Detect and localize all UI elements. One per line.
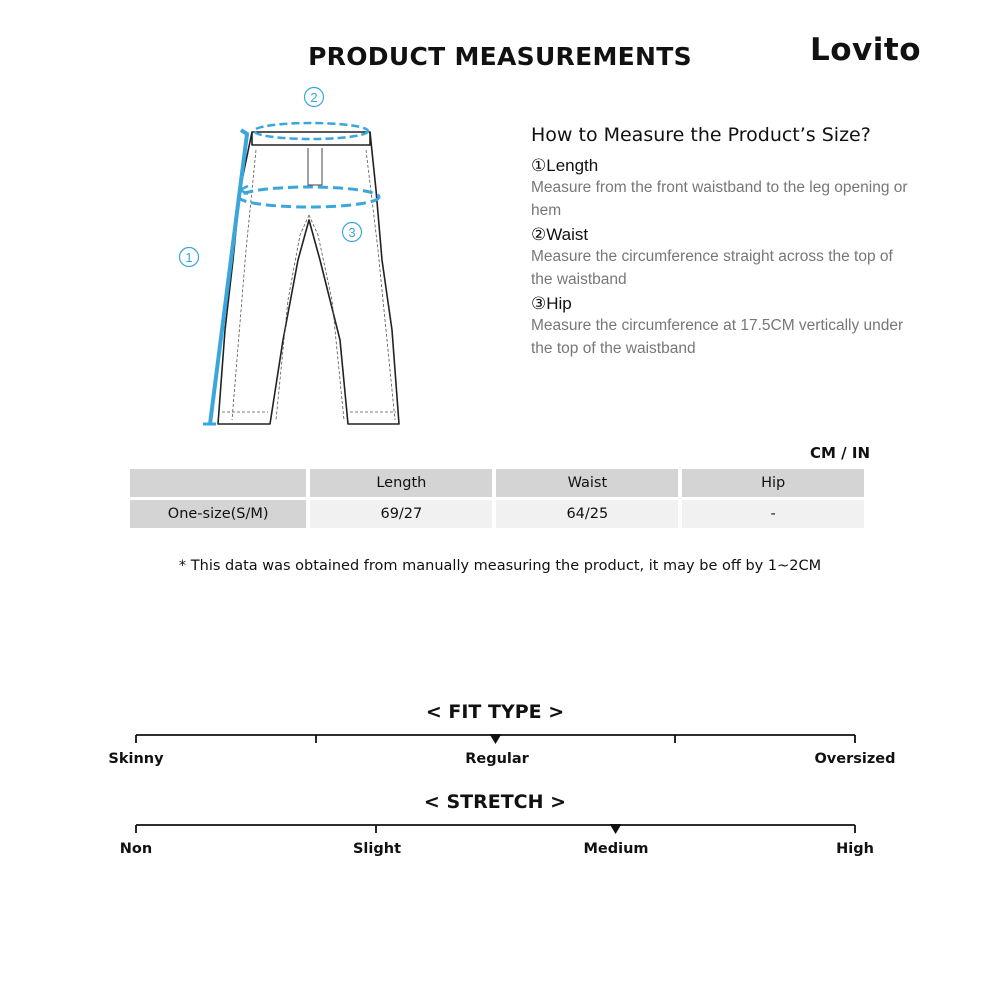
fit-type-indicator: [490, 734, 502, 744]
fit-label-regular: Regular: [465, 751, 529, 767]
svg-text:1: 1: [185, 250, 193, 265]
table-header-cell: Waist: [496, 469, 678, 497]
svg-text:3: 3: [348, 225, 356, 240]
how-to-title: How to Measure the Product’s Size?: [531, 124, 871, 146]
hip-description: Measure the circumference at 17.5CM vertically under the top of the waistband: [531, 317, 904, 357]
fit-label-oversized: Oversized: [814, 751, 896, 767]
hip-value-cell: -: [682, 500, 864, 528]
table-header-cell: [130, 469, 306, 497]
svg-text:2: 2: [310, 90, 318, 105]
fit-label-skinny: Skinny: [108, 751, 164, 767]
waist-heading: ②Waist: [531, 225, 589, 244]
size-table: [126, 466, 868, 531]
fit-type-title: < FIT TYPE >: [425, 701, 565, 723]
table-row: [130, 500, 864, 528]
unit-label: CM / IN: [810, 444, 870, 462]
pants-diagram: [170, 80, 420, 440]
length-value-cell: 69/27: [310, 500, 492, 528]
table-header-row: [130, 469, 864, 497]
length-description: Measure from the front waistband to the leg opening or hem: [531, 179, 908, 219]
measurement-note: * This data was obtained from manually measuring the product, it may be off by 1~2CM: [178, 558, 822, 574]
stretch-label-slight: Slight: [352, 841, 402, 857]
stretch-label-high: High: [836, 841, 874, 857]
how-to-measure: [531, 124, 911, 360]
stretch-label-non: Non: [119, 841, 153, 857]
table-header-cell: Length: [310, 469, 492, 497]
size-label-cell: One-size(S/M): [130, 500, 306, 528]
stretch-label-medium: Medium: [583, 841, 649, 857]
waist-description: Measure the circumference straight across the top of the waistband: [531, 248, 893, 288]
page-title: PRODUCT MEASUREMENTS: [308, 42, 692, 71]
waist-value-cell: 64/25: [496, 500, 678, 528]
stretch-indicator: [610, 824, 622, 834]
hip-heading: ③Hip: [531, 294, 572, 313]
table-header-cell: Hip: [682, 469, 864, 497]
brand-logo: Lovito: [810, 32, 922, 68]
length-heading: ①Length: [531, 156, 599, 175]
stretch-title: < STRETCH >: [423, 791, 567, 813]
